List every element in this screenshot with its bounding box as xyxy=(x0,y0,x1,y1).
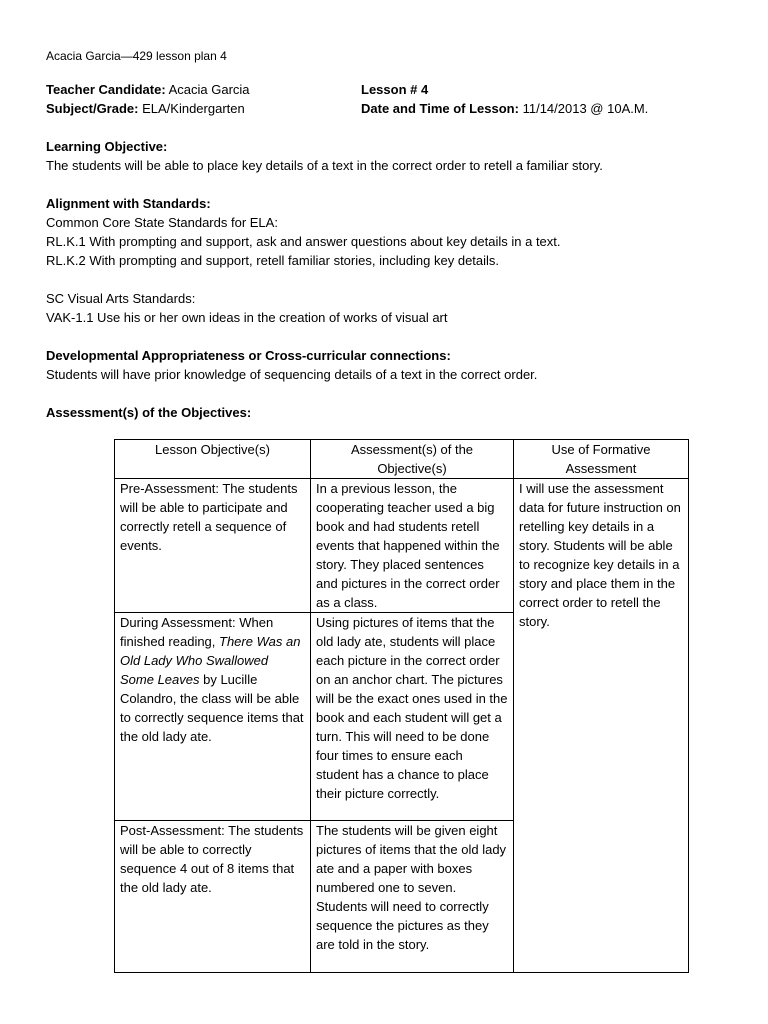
developmental-text: Students will have prior knowledge of sequencing details of a text in the correct order. xyxy=(46,367,538,382)
alignment-line: RL.K.1 With prompting and support, ask and answer questions about key details in a text. xyxy=(46,234,561,249)
during-assessment-objective-cell xyxy=(115,613,311,821)
pre-assessment-cell: In a previous lesson, the cooperating teacher used a big book and had students retell events that happened within the story. They placed sentences and pictures in the correct order as a class. xyxy=(311,479,514,613)
pre-assessment-objective-cell: Pre-Assessment: The students will be able to participate and correctly retell a sequence of events. xyxy=(115,479,311,613)
column-header-objectives: Lesson Objective(s) xyxy=(115,440,311,479)
teacher-candidate-label: Teacher Candidate: xyxy=(46,82,166,97)
subject-grade-label: Subject/Grade: xyxy=(46,101,139,116)
learning-objective-text: The students will be able to place key details of a text in the correct order to retell a familiar story. xyxy=(46,158,603,173)
post-assessment-cell: The students will be given eight pictures of items that the old lady ate and a paper with boxes numbered one to seven. Students will need to correctly sequence the pictures as they are told in the story. xyxy=(311,821,514,973)
book-title: There Was an Old Lady Who Swallowed Some Leaves xyxy=(120,634,301,687)
lesson-number xyxy=(361,80,428,99)
during-assessment-cell: Using pictures of items that the old lady ate, students will place each picture in the correct order on an anchor chart. The pictures will be the exact ones used in the book and each student will get a turn. This will need to be done four times to ensure each student has a chance to place their picture correctly. xyxy=(311,613,514,821)
post-assessment-objective-cell: Post-Assessment: The students will be able to correctly sequence 4 out of 8 items that the old lady ate. xyxy=(115,821,311,973)
visual-arts-heading: SC Visual Arts Standards: xyxy=(46,291,196,306)
during-objective-prefix: During Assessment: When finished reading, xyxy=(120,615,274,649)
during-objective-suffix: by Lucille Colandro, the class will be able to correctly sequence items that the old lady ate. xyxy=(120,672,304,744)
date-time-line xyxy=(361,99,648,118)
table-row xyxy=(115,479,689,613)
date-time-value: 11/14/2013 @ 10A.M. xyxy=(522,101,649,116)
teacher-candidate-line xyxy=(46,80,250,99)
subject-grade-value: ELA/Kindergarten xyxy=(142,101,245,116)
assessment-heading-text: Assessment(s) of the Objectives: xyxy=(46,405,252,420)
alignment-line: Common Core State Standards for ELA: xyxy=(46,215,278,230)
teacher-candidate-value: Acacia Garcia xyxy=(168,82,250,97)
alignment-heading-text: Alignment with Standards: xyxy=(46,196,211,211)
document-header: Acacia Garcia—429 lesson plan 4 xyxy=(46,49,227,63)
formative-use-cell: I will use the assessment data for future instruction on retelling key details in a story. Students will be able to recognize key details in a story and place them in the correct order to retell the story. xyxy=(514,479,689,973)
subject-grade-line xyxy=(46,99,245,118)
column-header-formative-use: Use of Formative Assessment xyxy=(514,440,689,479)
learning-objective-heading xyxy=(46,137,167,156)
developmental-heading xyxy=(46,346,451,365)
column-header-assessments: Assessment(s) of the Objective(s) xyxy=(311,440,514,479)
alignment-heading xyxy=(46,194,211,213)
developmental-heading-text: Developmental Appropriateness or Cross-curricular connections: xyxy=(46,348,451,363)
date-time-label: Date and Time of Lesson: xyxy=(361,101,519,116)
learning-objective-heading-text: Learning Objective: xyxy=(46,139,168,154)
table-header-row xyxy=(115,440,689,479)
lesson-number-label: Lesson # 4 xyxy=(361,82,429,97)
visual-arts-text: VAK-1.1 Use his or her own ideas in the creation of works of visual art xyxy=(46,310,448,325)
assessment-heading xyxy=(46,403,251,422)
alignment-line: RL.K.2 With prompting and support, retell familiar stories, including key details. xyxy=(46,253,500,268)
assessment-table xyxy=(114,439,689,973)
